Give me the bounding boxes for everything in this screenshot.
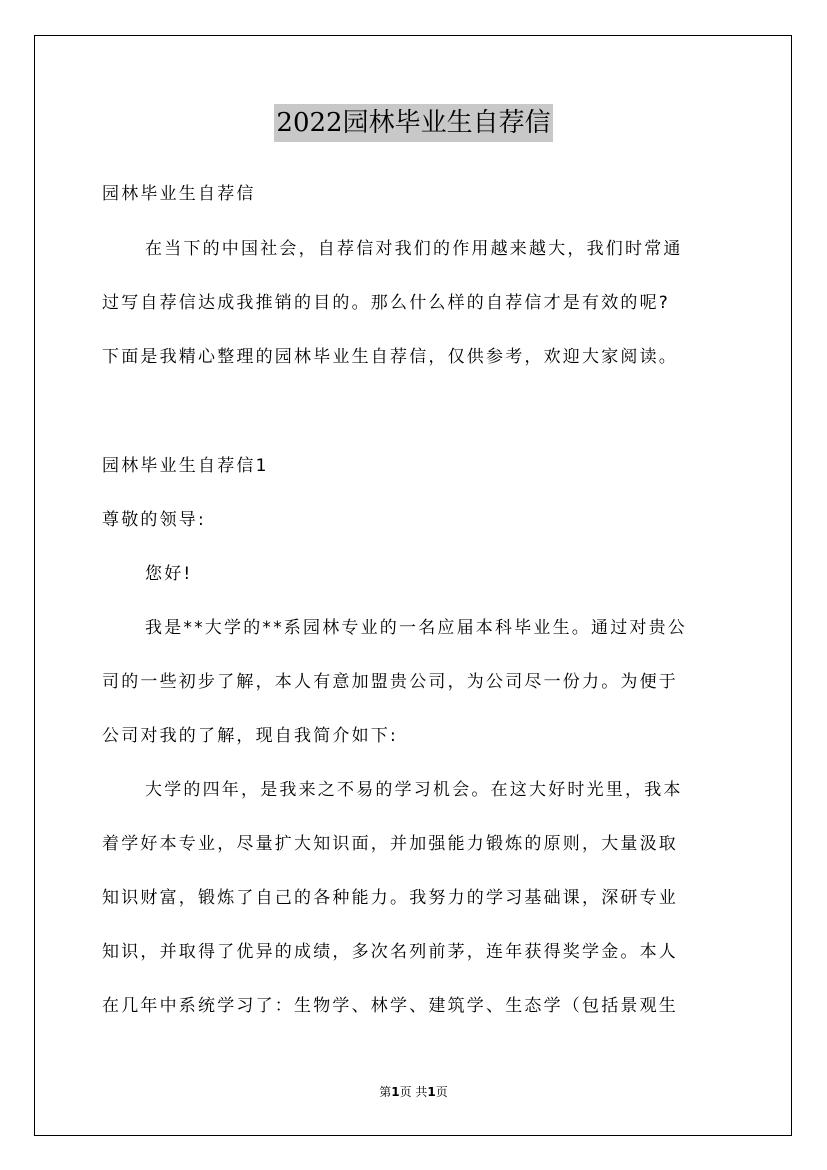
footer-total-pages: 1 <box>427 1085 436 1099</box>
intro-line-1: 在当下的中国社会，自荐信对我们的作用越来越大，我们时常通 <box>145 239 683 259</box>
footer-mid: 页 共 <box>399 1085 428 1099</box>
document-title: 2022园林毕业生自荐信 <box>274 104 552 142</box>
intro-line-3: 下面是我精心整理的园林毕业生自荐信，仅供参考，欢迎大家阅读。 <box>102 347 678 367</box>
title-container <box>0 104 827 142</box>
para1-line-3: 公司对我的了解，现自我简介如下: <box>102 726 398 746</box>
para2-line-3: 知识财富，锻炼了自己的各种能力。我努力的学习基础课，深研专业 <box>102 888 678 908</box>
section-heading: 园林毕业生自荐信1 <box>102 456 269 476</box>
salutation: 尊敬的领导: <box>102 510 206 530</box>
para2-line-4: 知识，并取得了优异的成绩，多次名列前茅，连年获得奖学金。本人 <box>102 942 678 962</box>
footer-page-number: 1 <box>391 1085 400 1099</box>
footer-suffix: 页 <box>435 1085 448 1099</box>
para2-line-1: 大学的四年，是我来之不易的学习机会。在这大好时光里，我本 <box>145 780 683 800</box>
para2-line-5: 在几年中系统学习了：生物学、林学、建筑学、生态学（包括景观生 <box>102 996 678 1016</box>
greeting: 您好! <box>145 564 193 584</box>
footer-prefix: 第 <box>379 1085 392 1099</box>
para1-line-1: 我是**大学的**系园林专业的一名应届本科毕业生。通过对贵公 <box>145 618 687 638</box>
para2-line-2: 着学好本专业，尽量扩大知识面，并加强能力锻炼的原则，大量汲取 <box>102 834 678 854</box>
document-subtitle: 园林毕业生自荐信 <box>102 184 256 204</box>
intro-line-2: 过写自荐信达成我推销的目的。那么什么样的自荐信才是有效的呢? <box>102 293 671 313</box>
page-footer <box>0 1083 827 1100</box>
para1-line-2: 司的一些初步了解，本人有意加盟贵公司，为公司尽一份力。为便于 <box>102 672 678 692</box>
